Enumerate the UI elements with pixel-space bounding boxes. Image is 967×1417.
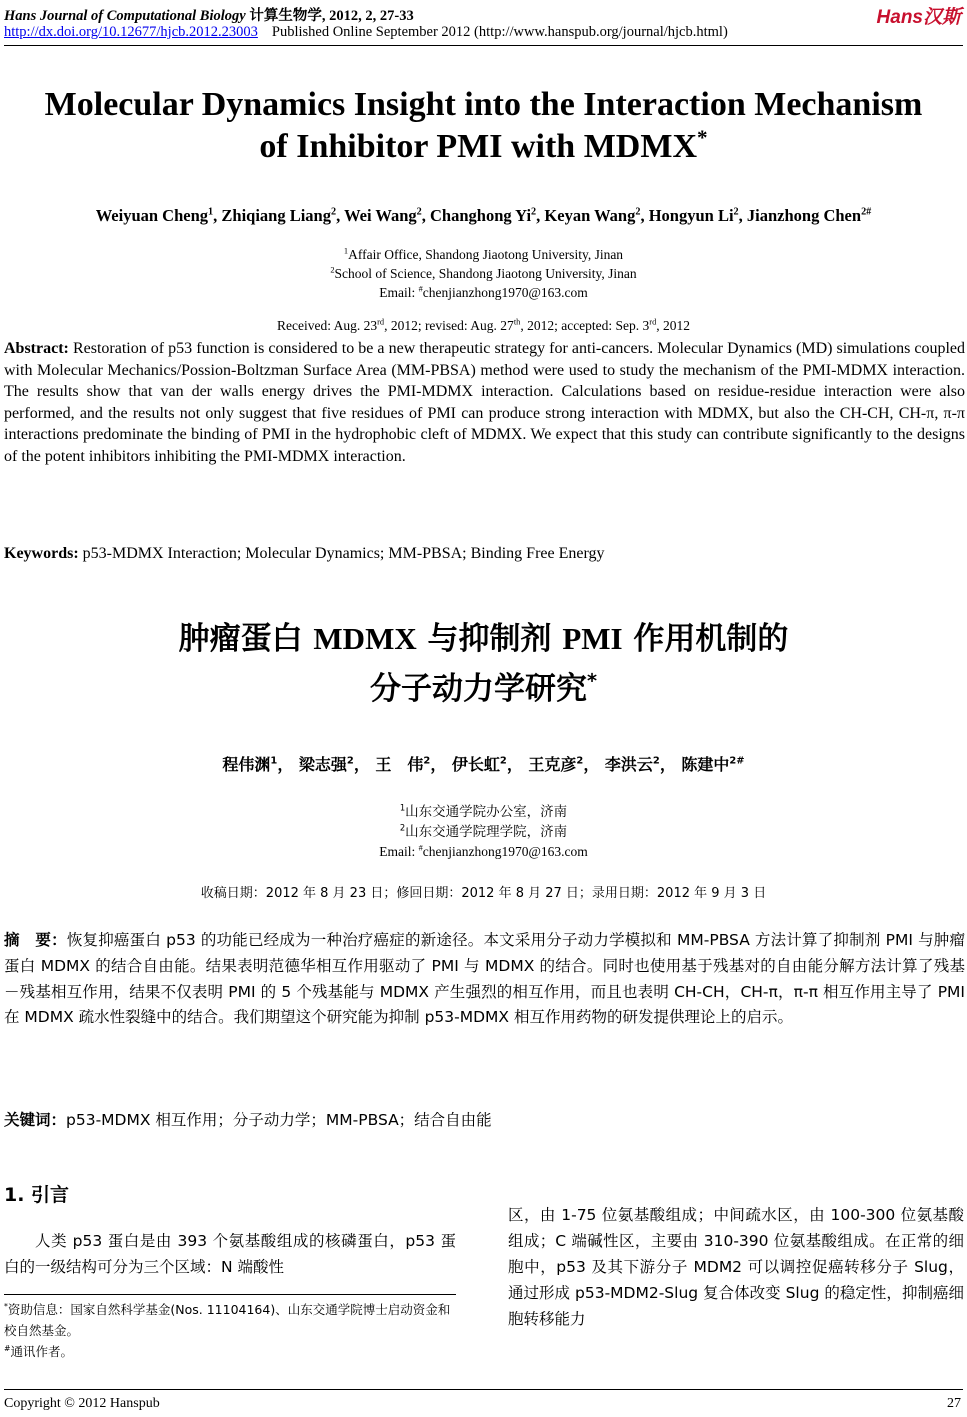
affiliation-cn-1: $^1$山东交通学院办公室，济南 bbox=[399, 802, 568, 820]
title-footnote-mark: * bbox=[697, 125, 708, 150]
footnotes bbox=[4, 1299, 456, 1362]
doi-link[interactable]: http://dx.doi.org/10.12677/hjcb.2012.23003 bbox=[4, 24, 258, 40]
email-line-cn: Email: #chenjianzhong1970@163.com bbox=[379, 843, 588, 859]
abstract-label-cn: 摘 要： bbox=[4, 931, 67, 949]
doi-line bbox=[4, 24, 728, 41]
keywords-cn bbox=[4, 1108, 492, 1130]
footnote-funding: *资助信息：国家自然科学基金(Nos. 11104164)、山东交通学院博士启动资金和校自然基金。 bbox=[4, 1301, 451, 1338]
author: Hongyun Li bbox=[648, 206, 734, 225]
author-cn: 梁志强 bbox=[298, 755, 347, 774]
journal-header bbox=[4, 4, 414, 25]
keywords-label-en: Keywords: bbox=[4, 545, 79, 562]
author-cn: 王克彦 bbox=[528, 755, 577, 774]
received-dates-cn: 收稿日期：2012 年 8 月 23 日；修回日期：2012 年 8 月 27 日；录用日期：2012 年 9 月 3 日 bbox=[200, 886, 767, 901]
copyright: Copyright © 2012 Hanspub bbox=[4, 1396, 160, 1411]
title-cn-line1: 肿瘤蛋白 MDMX 与抑制剂 PMI 作用机制的 bbox=[178, 621, 789, 657]
section-heading-introduction: 1. 引言 bbox=[4, 1184, 70, 1206]
author: Wei Wang bbox=[344, 206, 417, 225]
footnote-rule bbox=[4, 1294, 456, 1295]
keywords-text-en: p53-MDMX Interaction; Molecular Dynamics; MM-PBSA; Binding Free Energy bbox=[82, 545, 605, 562]
journal-name-en: Hans Journal of Computational Biology bbox=[4, 8, 246, 24]
author: Jianzhong Chen bbox=[746, 206, 862, 225]
author-cn: 李洪云 bbox=[604, 755, 653, 774]
email-line: Email: #chenjianzhong1970@163.com bbox=[379, 284, 588, 300]
title-en-line1: Molecular Dynamics Insight into the Interaction Mechanism bbox=[44, 86, 923, 123]
published-online: Published Online September 2012 (http://www.hanspub.org/journal/hjcb.html) bbox=[271, 24, 728, 40]
header-rule bbox=[4, 45, 963, 46]
keywords-en bbox=[4, 545, 605, 563]
title-en-line2: of Inhibitor PMI with MDMX* bbox=[259, 125, 708, 165]
abstract-label-en: Abstract: bbox=[4, 340, 69, 357]
body-column-left: 人类 p53 蛋白是由 393 个氨基酸组成的核磷蛋白，p53 蛋白的一级结构可分为三个区域：N 端酸性 bbox=[4, 1232, 456, 1276]
author: Changhong Yi bbox=[430, 206, 532, 225]
hans-logo: Hans汉斯 bbox=[876, 7, 961, 28]
keywords-text-cn: p53-MDMX 相互作用；分子动力学；MM-PBSA；结合自由能 bbox=[66, 1111, 492, 1129]
title-cn bbox=[0, 614, 967, 714]
authors-cn: 程伟渊$^1$， 梁志强$^2$， 王 伟$^2$， 伊长虹$^2$， 王克彦$^2$， 李洪云$^2$， 陈建中$^{2\#}$ bbox=[222, 755, 745, 774]
author-cn: 程伟渊 bbox=[222, 755, 271, 774]
author-cn: 伊长虹 bbox=[451, 755, 500, 774]
affiliation-cn-2: $^2$山东交通学院理学院，济南 bbox=[399, 822, 568, 840]
abstract-text-cn: 恢复抑癌蛋白 p53 的功能已经成为一种治疗癌症的新途径。本文采用分子动力学模拟和 MM-PBSA 方法计算了抑制剂 PMI 与肿瘤蛋白 MDMX 的结合自由能。结果表明范德华相互作用驱动了 PMI 与 MDMX 的结合。同时也使用基于残基对的自由能分解方法计算了残基－残基相互作用，结果不仅表明 PMI 的 5 个残基能与 MDMX 产生强烈的相互作用，而且也表明 CH-CH，CH-π，π-π 相互作用主导了 PMI 在 MDMX 疏水性裂缝中的结合。我们期望这个研究能为抑制 p53-MDMX 相互作用药物的研发提供理论上的启示。 bbox=[4, 931, 965, 1027]
author: Weiyuan Cheng bbox=[95, 206, 209, 225]
keywords-label-cn: 关键词： bbox=[4, 1111, 67, 1129]
affiliations-en bbox=[0, 245, 967, 302]
author-cn: 王 伟 bbox=[375, 755, 424, 774]
title-cn-line2: 分子动力学研究* bbox=[369, 669, 598, 707]
abstract-text-en: Restoration of p53 function is considered to be a new therapeutic strategy for anti-cancers. Molecular Dynamics (MD) simulations coupled with Molecular Mechanics/Possion-Boltzman Surface Area (MM-PBSA) method were used to study the mechanism of the PMI-MDMX interaction. The results show that van der walls energy drives the PMI-MDMX interaction. Calculations based on residue-residue interaction were also performed, and the results not only suggest that five residues of PMI can produce strong interaction with MDMX, but also the CH-CH, CH-π, π-π interactions predominate the binding of PMI in the hydrophobic cleft of MDMX. We expect that this study can contribute significantly to the designs of the potent inhibitors inhibiting the PMI-MDMX interaction. bbox=[4, 340, 966, 465]
email-address: chenjianzhong1970@163.com bbox=[422, 285, 588, 300]
affiliation-2: $^2$School of Science, Shandong Jiaotong University, Jinan bbox=[330, 265, 637, 281]
journal-name-cn: 计算生物学 bbox=[249, 8, 322, 24]
volume-info: , 2012, 2, 27-33 bbox=[321, 8, 414, 24]
body-column-right: 区，由 1-75 位氨基酸组成；中间疏水区，由 100-300 位氨基酸组成；C 端碱性区，主要由 310-390 位氨基酸组成。在正常的细胞中，p53 及其下游分子 MDM2 可以调控促癌转移分子 Slug，通过形成 p53-MDM2-Slug 复合体改变 Slug 的稳定性，抑制癌细胞转移能力 bbox=[508, 1206, 964, 1328]
title-cn-footnote-mark: * bbox=[586, 669, 598, 693]
received-dates-en: Received: Aug. 23rd, 2012; revised: Aug. 27th, 2012; accepted: Sep. 3rd, 2012 bbox=[276, 317, 691, 333]
title-en bbox=[0, 84, 967, 168]
footer-rule bbox=[4, 1389, 963, 1390]
abstract-en bbox=[4, 338, 965, 467]
affiliation-1: $^1$Affair Office, Shandong Jiaotong University, Jinan bbox=[343, 246, 624, 262]
footnote-corresponding: #通讯作者。 bbox=[4, 1343, 74, 1359]
affiliations-cn bbox=[0, 802, 967, 862]
authors-en: Weiyuan Cheng$^1$, Zhiqiang Liang$^2$, Wei Wang$^2$, Changhong Yi$^2$, Keyan Wang$^2$, Hongyun Li$^2$, Jianzhong Chen$^{2\#}$ bbox=[95, 206, 872, 225]
author-cn: 陈建中 bbox=[681, 755, 730, 774]
author: Keyan Wang bbox=[544, 206, 636, 225]
author: Zhiqiang Liang bbox=[221, 206, 331, 225]
email-address-cn: chenjianzhong1970@163.com bbox=[422, 844, 588, 859]
page-number: 27 bbox=[947, 1396, 961, 1411]
abstract-cn bbox=[4, 928, 965, 1031]
